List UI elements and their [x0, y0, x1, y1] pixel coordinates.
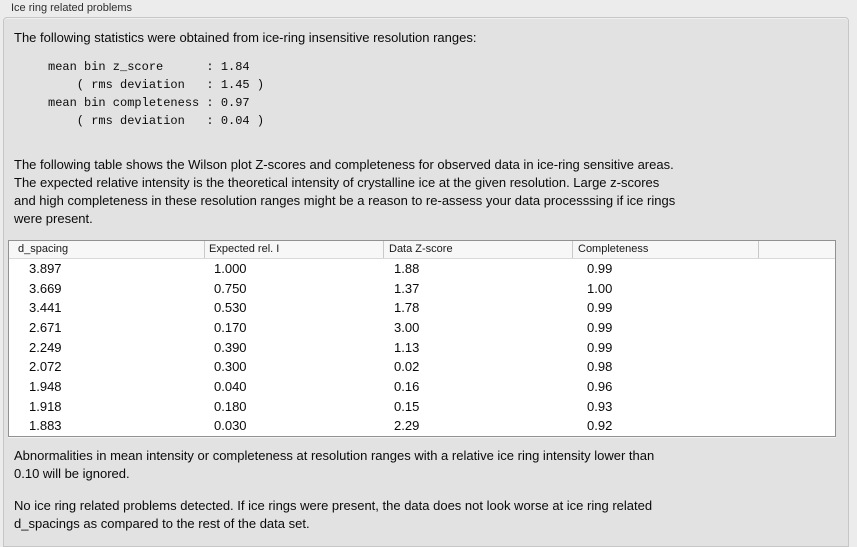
table-row[interactable]	[9, 377, 835, 397]
table-cell: 3.897	[29, 261, 62, 276]
table-row[interactable]	[9, 318, 835, 338]
table-cell: 3.669	[29, 280, 62, 296]
table-cell: 0.99	[587, 261, 613, 276]
table-cell: 3.441	[29, 300, 62, 316]
ignore-note-text	[14, 447, 654, 483]
table-cell: 1.37	[394, 280, 420, 296]
table-cell: 0.170	[214, 319, 247, 335]
text-line: d_spacings as compared to the rest of the data set.	[14, 516, 310, 531]
table-cell: 0.750	[214, 280, 247, 296]
table-cell	[758, 298, 835, 318]
text-line: The expected relative intensity is the theoretical intensity of crystalline ice at the given resolution. Large z-scores	[14, 175, 660, 190]
table-cell	[758, 416, 835, 436]
column-header-completeness[interactable]: Completeness	[572, 241, 758, 258]
table-cell: 1.78	[394, 300, 420, 316]
column-header-expected-rel-i[interactable]: Expected rel. I	[204, 241, 383, 258]
table-cell: 1.918	[29, 398, 62, 414]
table-cell	[758, 279, 835, 299]
text-line: mean bin completeness : 0.97	[48, 96, 250, 110]
stats-summary-block	[48, 58, 264, 130]
table-body	[9, 259, 835, 436]
text-line: mean bin z_score : 1.84	[48, 60, 250, 74]
table-cell: 0.16	[394, 378, 420, 394]
column-header-empty[interactable]	[758, 241, 835, 258]
table-cell: 2.29	[394, 418, 420, 434]
text-line: and high completeness in these resolution ranges might be a reason to re-assess your data processsing if ice rings	[14, 193, 676, 208]
text-line: ( rms deviation : 0.04 )	[48, 114, 265, 128]
table-cell	[758, 338, 835, 358]
table-cell: 3.00	[394, 319, 420, 335]
table-header	[9, 241, 835, 259]
table-cell: 0.180	[214, 398, 247, 414]
intro-text: The following statistics were obtained from ice-ring insensitive resolution ranges:	[14, 30, 477, 45]
table-row[interactable]	[9, 357, 835, 377]
table-cell: 0.98	[587, 359, 613, 375]
table-cell	[758, 259, 835, 279]
text-line: No ice ring related problems detected. If ice rings were present, the data does not look worse at ice ring related	[14, 498, 653, 513]
table-cell: 1.00	[587, 280, 613, 296]
table-cell: 0.99	[587, 339, 613, 355]
text-line: The following table shows the Wilson plot Z-scores and completeness for observed data in ice-ring sensitive areas.	[14, 157, 674, 172]
text-line: ( rms deviation : 1.45 )	[48, 78, 265, 92]
table-cell: 0.02	[394, 359, 420, 375]
table-row[interactable]	[9, 259, 835, 279]
table-description-text	[14, 156, 675, 228]
table-cell: 1.000	[214, 261, 247, 276]
table-cell: 0.99	[587, 300, 613, 316]
table-row[interactable]	[9, 298, 835, 318]
table-row[interactable]	[9, 338, 835, 358]
table-cell: 0.030	[214, 418, 247, 434]
table-row[interactable]	[9, 279, 835, 299]
text-line: Abnormalities in mean intensity or completeness at resolution ranges with a relative ice ring intensity lower than	[14, 448, 655, 463]
table-cell: 0.99	[587, 319, 613, 335]
panel-title: Ice ring related problems	[11, 2, 133, 14]
table-cell: 0.530	[214, 300, 247, 316]
table-cell	[758, 377, 835, 397]
conclusion-text	[14, 497, 652, 533]
table-cell: 0.040	[214, 378, 247, 394]
table-cell	[758, 357, 835, 377]
table-cell: 0.300	[214, 359, 247, 375]
table-cell: 2.671	[29, 319, 62, 335]
text-line: 0.10 will be ignored.	[14, 466, 130, 481]
column-header-d-spacing[interactable]: d_spacing	[18, 243, 69, 255]
table-cell: 1.948	[29, 378, 62, 394]
table-row[interactable]	[9, 416, 835, 436]
table-cell	[758, 397, 835, 417]
table-cell: 2.072	[29, 359, 62, 375]
table-cell: 1.88	[394, 261, 420, 276]
table-cell	[758, 318, 835, 338]
text-line: were present.	[14, 211, 93, 226]
table-cell: 0.15	[394, 398, 420, 414]
table-cell: 0.390	[214, 339, 247, 355]
table-cell: 0.93	[587, 398, 613, 414]
table-cell: 1.13	[394, 339, 420, 355]
column-header-data-z-score[interactable]: Data Z-score	[383, 241, 572, 258]
ice-ring-table	[8, 240, 836, 437]
table-cell: 1.883	[29, 418, 62, 434]
table-cell: 0.96	[587, 378, 613, 394]
table-cell: 0.92	[587, 418, 613, 434]
table-cell: 2.249	[29, 339, 62, 355]
table-row[interactable]	[9, 397, 835, 417]
